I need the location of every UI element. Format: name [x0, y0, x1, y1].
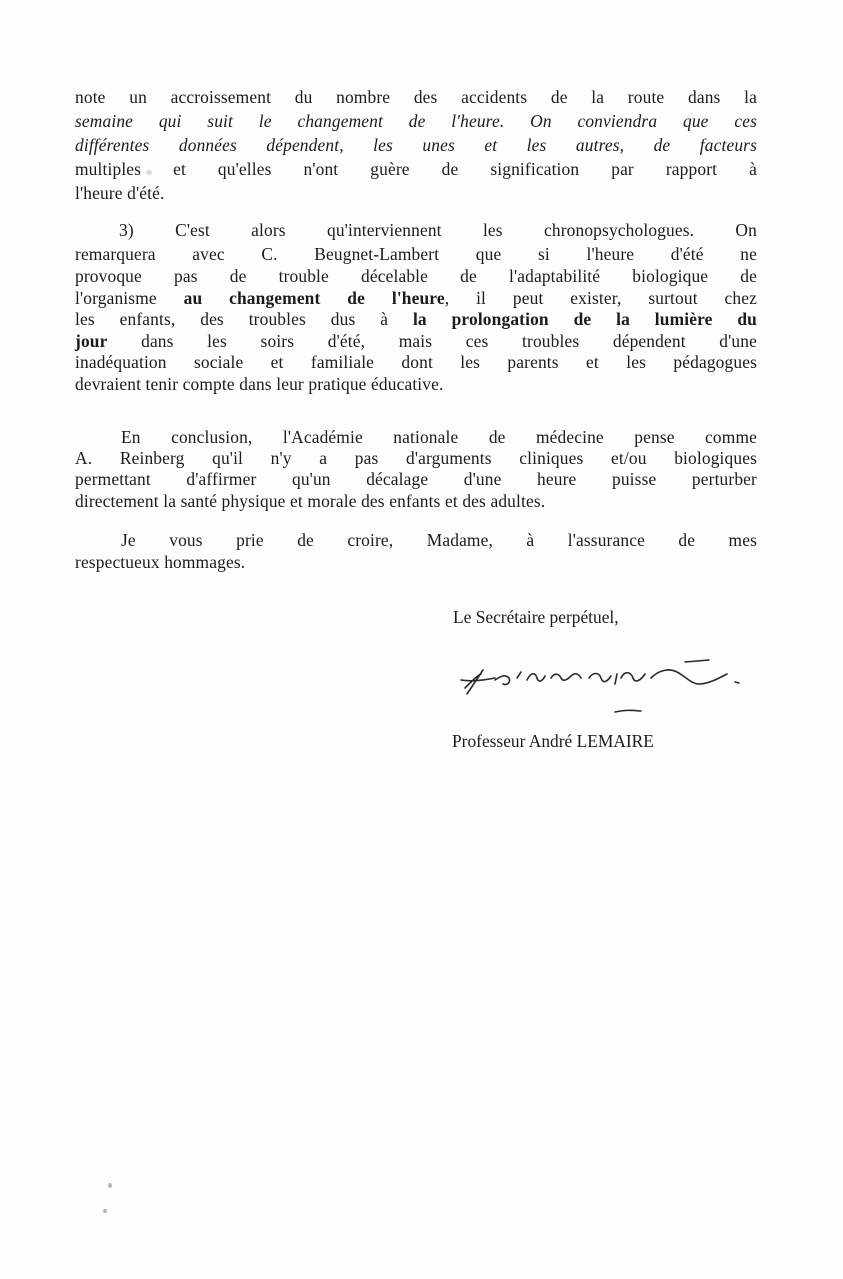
paragraph-line — [75, 287, 757, 309]
text-segment: , il peut exister, surtout chez — [444, 288, 757, 308]
paragraph-line — [75, 308, 757, 330]
closing-title: Le Secrétaire perpétuel, — [453, 607, 619, 627]
paragraph-line: Je vous prie de croire, Madame, à l'assurance de mes — [121, 530, 757, 550]
paragraph-line: respectueux hommages. — [75, 552, 246, 572]
paragraph-line: note un accroissement du nombre des accidents de la route dans la — [75, 87, 757, 107]
paragraph-line: permettant d'affirmer qu'un décalage d'une heure puisse perturber — [75, 469, 757, 489]
paragraph-line: devraient tenir compte dans leur pratique éducative. — [75, 374, 444, 394]
paragraph-line: semaine qui suit le changement de l'heure. On conviendra que ces — [75, 111, 757, 131]
paragraph-line: A. Reinberg qu'il n'y a pas d'arguments cliniques et/ou biologiques — [75, 448, 757, 468]
paragraph-line: inadéquation sociale et familiale dont les parents et les pédagogues — [75, 352, 757, 372]
paragraph-line: multiples et qu'elles n'ont guère de signification par rapport à — [75, 159, 757, 179]
paragraph-line: 3) C'est alors qu'interviennent les chronopsychologues. On — [119, 220, 757, 240]
paragraph-line: différentes données dépendent, les unes et les autres, de facteurs — [75, 135, 757, 155]
paragraph-line — [75, 330, 757, 352]
text-segment: dans les soirs d'été, mais ces troubles dépendent d'une — [107, 331, 757, 351]
signatory-name: Professeur André LEMAIRE — [452, 731, 654, 751]
handwritten-signature — [455, 650, 765, 720]
text-segment: les enfants, des troubles dus à — [75, 309, 413, 329]
scan-speck — [103, 1209, 107, 1213]
scan-speck — [146, 170, 152, 175]
paragraph-line: directement la santé physique et morale des enfants et des adultes. — [75, 491, 546, 511]
scan-speck — [108, 1183, 112, 1188]
text-segment: l'organisme — [75, 288, 184, 308]
paragraph-line: remarquera avec C. Beugnet-Lambert que si l'heure d'été ne — [75, 244, 757, 264]
emphasis-text: au changement de l'heure — [183, 288, 445, 308]
paragraph-line: provoque pas de trouble décelable de l'adaptabilité biologique de — [75, 266, 757, 286]
paragraph-line: En conclusion, l'Académie nationale de médecine pense comme — [121, 427, 757, 447]
emphasis-text: la prolongation de la lumière du — [412, 309, 758, 329]
paragraph-line: l'heure d'été. — [75, 183, 165, 203]
emphasis-text: jour — [75, 331, 108, 351]
